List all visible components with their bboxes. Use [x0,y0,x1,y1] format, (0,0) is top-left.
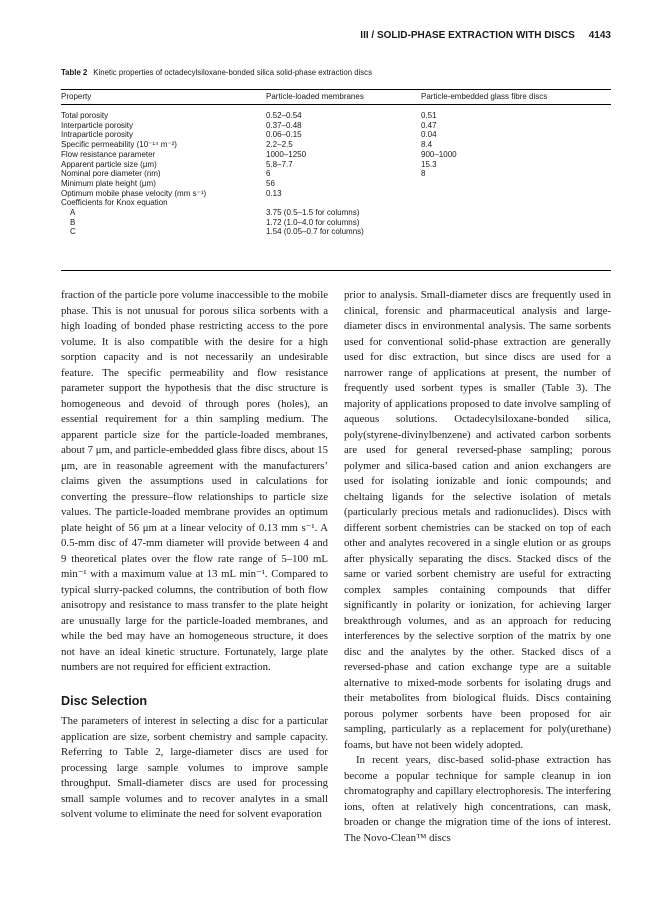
body-paragraph: prior to analysis. Small-diameter discs are frequently used in clinical, forensic and pharmaceutical analysis and large-diameter discs in environmental analysis. The same sorbents used for conventional solid-phase extraction are generally used for disc extraction, but since discs are used for a narrower range of applications at present, the number of frequently used sorbent types is smaller (Table 3). The majority of applications proposed to date involve sampling of aqueous solutions. Octadecylsiloxane-bonded silica, poly(styrene-divinylbenzene) and activated carbon sorbents are used for general reversed-phase sampling; porous polymer and silica-based cation and anion exchangers are used for isolating ionizable and ionic compounds; and cheltaing ligands for the selective isolation of metals (particularly precious metals and radionuclides). Discs with different sorbent chemistries can be stacked on top of each other and analytes recovered in a single elution or as groups after physically separating the discs. Stacked discs of the same or varied sorbent chemistry are useful for extracting complex samples containing compounds that differ significantly in polarity or ionization, for achieving larger breakthrough volumes, and as an approach for reducing interferences by the selective sorption of the matrix by one disc and the analytes by the other. Stacked discs of a reversed-phase and cation exchange type are a suitable alternative to mixed-mode sorbents for isolating drugs and their metabolites from biological fluids. Discs containing porous polymer sorbents have been proposed for air sampling, particularly as a replacement for poly(urethane) foams, but have not been widely adopted. [344,289,611,751]
table-row [61,198,611,208]
table-cell: A [70,208,76,218]
table-cell: Specific permeability (10⁻¹⁴ m⁻²) [61,140,177,150]
table-row [61,121,611,131]
table-row [61,179,611,189]
table-row [61,189,611,199]
table-cell: C [70,227,76,237]
table-cell: 900–1000 [421,149,457,159]
table-cell: 56 [266,178,275,188]
right-text-column [344,288,611,846]
table-cell: B [70,217,76,227]
table-cell: Optimum mobile phase velocity (mm s⁻¹) [61,188,207,198]
table-row [61,140,611,150]
table-cell: Minimum plate height (μm) [61,178,156,188]
table-cell: Coefficients for Knox equation [61,198,168,208]
table-cell: 0.04 [421,130,437,140]
table-row [61,208,611,218]
table-cell: 8 [421,169,426,179]
table-cell [421,179,611,189]
table-row [61,169,611,179]
table-cell [421,227,611,237]
column-header-glass-fibre: Particle-embedded glass fibre discs [421,92,548,102]
table-cell: 0.37–0.48 [266,120,302,130]
section-heading-disc-selection: Disc Selection [61,693,148,708]
table-caption [61,68,372,77]
table-cell: 3.75 (0.5–1.5 for columns) [266,208,360,218]
table-cell: 1.72 (1.0–4.0 for columns) [266,217,360,227]
table-cell: 15.3 [421,159,437,169]
column-header-property: Property [61,92,92,102]
table-cell: Nominal pore diameter (nm) [61,169,161,179]
table-caption-text: Kinetic properties of octadecylsiloxane-bonded silica solid-phase extraction discs [93,68,372,77]
table-cell [421,208,611,218]
table-cell: 0.47 [421,120,437,130]
table-label: Table 2 [61,68,88,77]
table-cell: Flow resistance parameter [61,149,156,159]
table-cell [421,189,611,199]
table-cell: Apparent particle size (μm) [61,159,157,169]
table-cell: 0.51 [421,111,437,120]
kinetic-properties-table [61,90,611,237]
table-cell: 0.52–0.54 [266,111,302,120]
table-cell: 5.8–7.7 [266,159,293,169]
running-header [360,30,611,41]
table-cell: Intraparticle porosity [61,130,134,140]
body-paragraph: fraction of the particle pore volume inaccessible to the mobile phase. This is not unusual for porous silica sorbents with a high loading of bonded phase restricting access to the pore volume. It is also compatible with the desire for a high sorption capacity and is not necessarily an undesirable feature. The specific permeability and flow resistance parameter support the hypothesis that the disc structure is homogeneous and devoid of through pores (holes), an essential requirement for a thin sampling medium. The apparent particle size for the particle-loaded membranes, about 7 μm, and particle-embedded glass fibre discs, about 15 μm, are in reasonable agreement with the manufacturers’ claims given the assumptions used in calculations for converting the pressure–flow relationships to particle size values. The particle-loaded membrane provides an optimum plate height of 56 μm at a linear velocity of 0.13 mm s⁻¹. A 0.5-mm disc of 47-mm diameter will provide between 4 and 9 theoretical plates over the flow rate range of 5–100 mL min⁻¹ with a maximum value at 13 mL min⁻¹. Compared to typical slurry-packed columns, the contribution of both flow anisotropy and resistance to mass transfer to the plate height are unusually large for the particle-loaded membranes, and while the bed may have an homogeneous structure, it does not have an ideal kinetic structure. Fortunately, large plate numbers are not required for efficient extraction. [61,289,328,673]
table-cell: 8.4 [421,140,433,150]
left-text-column [61,288,328,823]
table-cell [266,198,421,208]
table-cell: 6 [266,169,271,179]
page-number: 4143 [588,30,611,41]
table-header-row [61,90,611,104]
table-cell: 2.2–2.5 [266,140,293,150]
table-cell: Interparticle porosity [61,120,134,130]
table-row [61,104,611,121]
table-cell [421,218,611,228]
body-paragraph: The parameters of interest in selecting a disc for a particular application are size, sorbent chemistry and sample capacity. Referring to Table 2, large-diameter discs are used for processing large sample volumes to improve sample throughput. Small-diameter discs are used for processing small sample volumes and to recover analytes in a small solvent volume to eliminate the need for solvent evaporation [61,715,328,820]
table-row [61,160,611,170]
table-bottom-rule [61,270,611,271]
table-cell: 0.13 [266,188,282,198]
table-row [61,150,611,160]
table-cell [421,198,611,208]
body-paragraph: In recent years, disc-based solid-phase extraction has become a popular technique for sample cleanup in ion chromatography and capillary electrophoresis. The interfering ions, often at relatively high concentrations, can mask, broaden or change the migration time of the ions of interest. The Novo-Clean™ discs [344,754,611,844]
running-title: III / SOLID-PHASE EXTRACTION WITH DISCS [360,30,575,41]
table-cell: 0.06–0.15 [266,130,302,140]
table-cell: Total porosity [61,111,109,120]
table-row [61,227,611,237]
table-row [61,218,611,228]
table-cell: 1.54 (0.05–0.7 for columns) [266,227,364,237]
table-cell: 1000–1250 [266,149,307,159]
table-row [61,130,611,140]
column-header-membranes: Particle-loaded membranes [266,92,364,102]
